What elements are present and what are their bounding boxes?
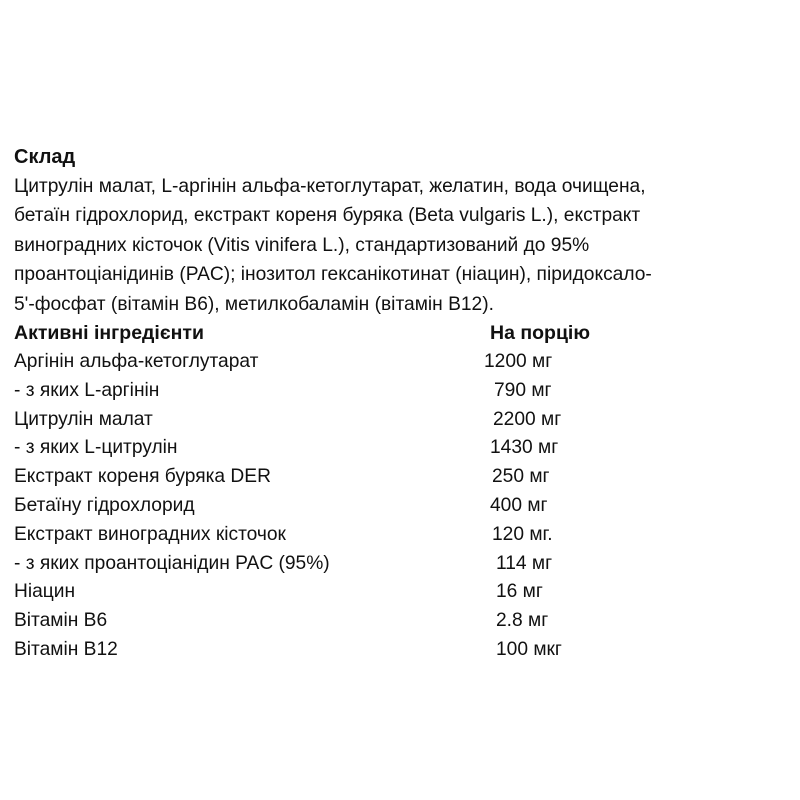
header-ingredient-label: Активні інгредієнти: [14, 321, 204, 344]
table-row: [14, 377, 794, 406]
ingredients-document: [14, 143, 794, 665]
table-row: [14, 521, 794, 550]
table-row: [14, 607, 794, 636]
table-row: [14, 463, 794, 492]
ingredient-name: - з яких проантоціанідин PAC (95%): [14, 552, 330, 574]
ingredient-amount: 1200 мг: [484, 350, 553, 372]
ingredient-name: Цитрулін малат: [14, 408, 153, 430]
table-row: [14, 492, 794, 521]
composition-line: проантоціанідинів (PAC); інозитол гексанікотинат (ніацин), піридоксало-: [14, 264, 652, 286]
ingredient-amount: 790 мг: [494, 379, 552, 401]
ingredient-amount: 16 мг: [496, 581, 543, 603]
ingredient-name: - з яких L-цитрулін: [14, 437, 178, 459]
ingredient-name: Екстракт виноградних кісточок: [14, 523, 286, 545]
ingredient-amount: 114 мг: [496, 552, 553, 574]
composition-line: бетаїн гідрохлорид, екстракт кореня буряка (Beta vulgaris L.), екстракт: [14, 205, 641, 227]
ingredient-amount: 120 мг.: [492, 523, 553, 545]
table-row: [14, 348, 794, 377]
table-row: [14, 578, 794, 607]
ingredient-name: Вітамін B12: [14, 638, 118, 660]
composition-line: 5'-фосфат (вітамін B6), метилкобаламін (вітамін B12).: [14, 293, 494, 315]
ingredient-name: - з яких L-аргінін: [14, 379, 160, 401]
ingredient-amount: 400 мг: [490, 494, 548, 516]
active-ingredients-table: [14, 319, 794, 665]
ingredient-name: Ніацин: [14, 581, 76, 603]
composition-line: виноградних кісточок (Vitis vinifera L.), стандартизований до 95%: [14, 234, 590, 256]
table-row: [14, 636, 794, 665]
ingredient-amount: 2.8 мг: [496, 610, 549, 632]
ingredient-amount: 1430 мг: [490, 437, 559, 459]
composition-text: [14, 172, 794, 319]
table-row: [14, 434, 794, 463]
table-row: [14, 406, 794, 435]
ingredient-name: Екстракт кореня буряка DER: [14, 466, 271, 488]
ingredient-amount: 100 мкг: [496, 638, 562, 660]
header-serving-label: На порцію: [490, 321, 591, 344]
ingredient-amount: 250 мг: [492, 466, 550, 488]
table-row: [14, 550, 794, 579]
composition-line: Цитрулін малат, L-аргінін альфа-кетоглутарат, желатин, вода очищена,: [14, 176, 646, 197]
ingredient-name: Вітамін B6: [14, 610, 108, 632]
ingredient-name: Аргінін альфа-кетоглутарат: [14, 350, 259, 372]
table-header-row: [14, 319, 794, 348]
composition-heading: Склад: [14, 146, 76, 168]
ingredient-amount: 2200 мг: [493, 408, 562, 430]
ingredient-name: Бетаїну гідрохлорид: [14, 494, 195, 516]
